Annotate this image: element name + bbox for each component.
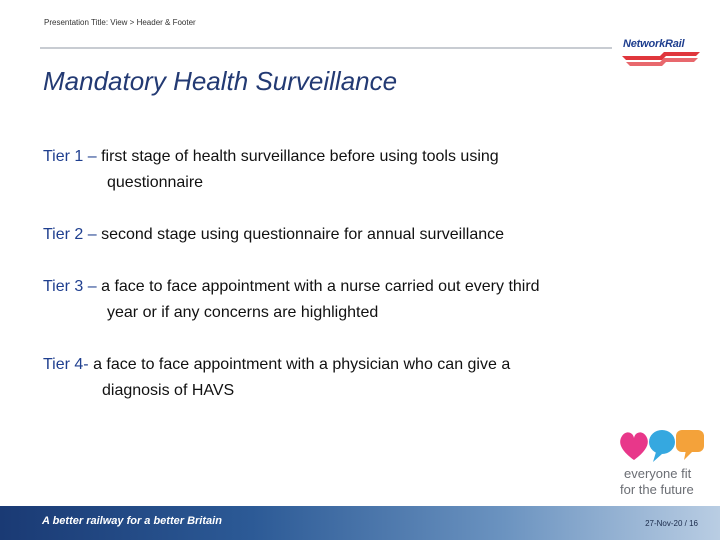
top-rule [40,47,612,49]
tier-2-text: second stage using questionnaire for annual surveillance [96,226,505,243]
heart-bubbles-icon [616,426,712,466]
slide-title: Mandatory Health Surveillance [43,66,398,96]
footer-bar [0,506,720,540]
footer-tagline: A better railway for a better Britain [42,515,222,527]
campaign-line-1: everyone fit [624,466,692,481]
tier-4-label: Tier 4- [43,356,89,373]
tier-3-text: a face to face appointment with a nurse carried out every third [96,278,540,295]
header-note: Presentation Title: View > Header & Footer [44,18,196,27]
tier-1-label: Tier 1 – [43,148,97,165]
tier-4-item [43,352,613,404]
page-info: 27-Nov-20 / 16 [645,519,698,528]
campaign-line-2: for the future [620,482,694,497]
tier-4-text: a face to face appointment with a physician who can give a [88,356,511,373]
tier-3-text-cont: year or if any concerns are highlighted [107,304,379,321]
tier-1-item [43,144,613,196]
everyone-fit-logo [616,426,712,500]
tier-1-text-cont: questionnaire [107,174,204,191]
tier-3-item [43,274,613,326]
network-rail-logo [620,36,704,70]
tier-2-item [43,222,613,248]
tier-3-label: Tier 3 – [43,278,97,295]
logo-text: NetworkRail [623,38,685,50]
tier-4-text-cont: diagnosis of HAVS [102,382,235,399]
tier-2-label: Tier 2 – [43,226,97,243]
tier-1-text: first stage of health surveillance before using tools using [96,148,499,165]
double-arrow-icon [620,50,704,70]
